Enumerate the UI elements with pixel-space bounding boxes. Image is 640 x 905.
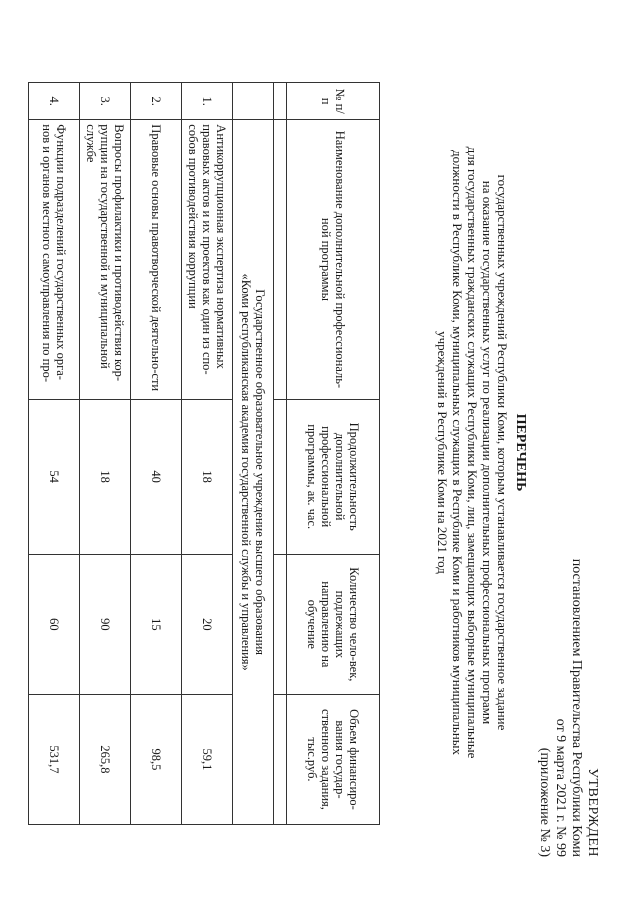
heading-line: государственных учреждений Республики Коми, которым устанавливается государственное задание (495, 174, 510, 731)
funding-amount: 59,1 (182, 694, 233, 824)
index-cell (274, 399, 287, 554)
program-name: Правовые основы правотворческой деятельно-сти (131, 120, 182, 399)
funding-amount: 265,8 (80, 694, 131, 824)
index-cell (274, 694, 287, 824)
institution-line: Государственное образовательное учреждение высшего образования (253, 289, 267, 656)
program-duration: 18 (182, 399, 233, 554)
table-row (182, 83, 233, 825)
people-count: 15 (131, 554, 182, 694)
row-number: 3. (80, 83, 131, 120)
program-duration: 18 (80, 399, 131, 554)
table-index-row (274, 83, 287, 825)
program-duration: 40 (131, 399, 182, 554)
header-program-name: Наименование дополнительной профессиональ-ной программы (287, 120, 380, 399)
approval-line: постановлением Правительства Республики Коми (569, 558, 584, 857)
heading-line: должности в Республике Коми, муниципальных служащих в Республике Коми и работников муниципальных (450, 149, 465, 756)
approval-title: УТВЕРЖДЕН (585, 768, 600, 857)
table-row (80, 83, 131, 825)
row-number: 1. (182, 83, 233, 120)
document-heading (435, 80, 530, 825)
table-row (29, 83, 80, 825)
institution-group-row (233, 83, 274, 825)
people-count: 60 (29, 554, 80, 694)
program-name: Функции подразделений государственных орга-нов и органов местного самоуправления по про- (29, 120, 80, 399)
heading-line: для государственных гражданских служащих Республики Коми, лиц, замещающих выборные муниципальные (465, 146, 480, 759)
header-number: № п/п (287, 83, 380, 120)
institution-name-cell (233, 120, 274, 825)
heading-line: на оказание государственных услуг по реализации дополнительных профессиональных программ (480, 180, 495, 725)
index-cell (274, 83, 287, 120)
heading-line: учреждений в Республике Коми на 2021 год (435, 331, 450, 574)
index-cell (274, 554, 287, 694)
program-name: Вопросы профилактики и противодействия кор-рупции на государственной и муниципальной службе (80, 120, 131, 399)
programs-table (28, 82, 380, 825)
group-number-cell (233, 83, 274, 120)
funding-amount: 531,7 (29, 694, 80, 824)
program-name: Антикоррупционная экспертиза нормативных правовых актов и их проектов как один из спо-собов противодействия коррупции (182, 120, 233, 399)
program-duration: 54 (29, 399, 80, 554)
institution-line: «Коми республиканская академия государственной службы и управления» (239, 273, 253, 671)
document-title: ПЕРЕЧЕНЬ (513, 413, 528, 492)
header-people-count: Количество чело-век, подлежащих направлению на обучение (287, 554, 380, 694)
row-number: 4. (29, 83, 80, 120)
funding-amount: 98,5 (131, 694, 182, 824)
people-count: 90 (80, 554, 131, 694)
index-cell (274, 120, 287, 399)
approval-line: от 9 марта 2021 г. № 99 (553, 718, 568, 857)
people-count: 20 (182, 554, 233, 694)
table-header-row (287, 83, 380, 825)
table-row (131, 83, 182, 825)
approval-line: (приложение № 3) (537, 747, 552, 857)
header-funding: Объем финансиро-вания государ-ственного задания, тыс.руб. (287, 694, 380, 824)
approval-stamp (536, 559, 600, 857)
header-duration: Продолжительность дополнительной профессиональной программы, ак. час. (287, 399, 380, 554)
row-number: 2. (131, 83, 182, 120)
